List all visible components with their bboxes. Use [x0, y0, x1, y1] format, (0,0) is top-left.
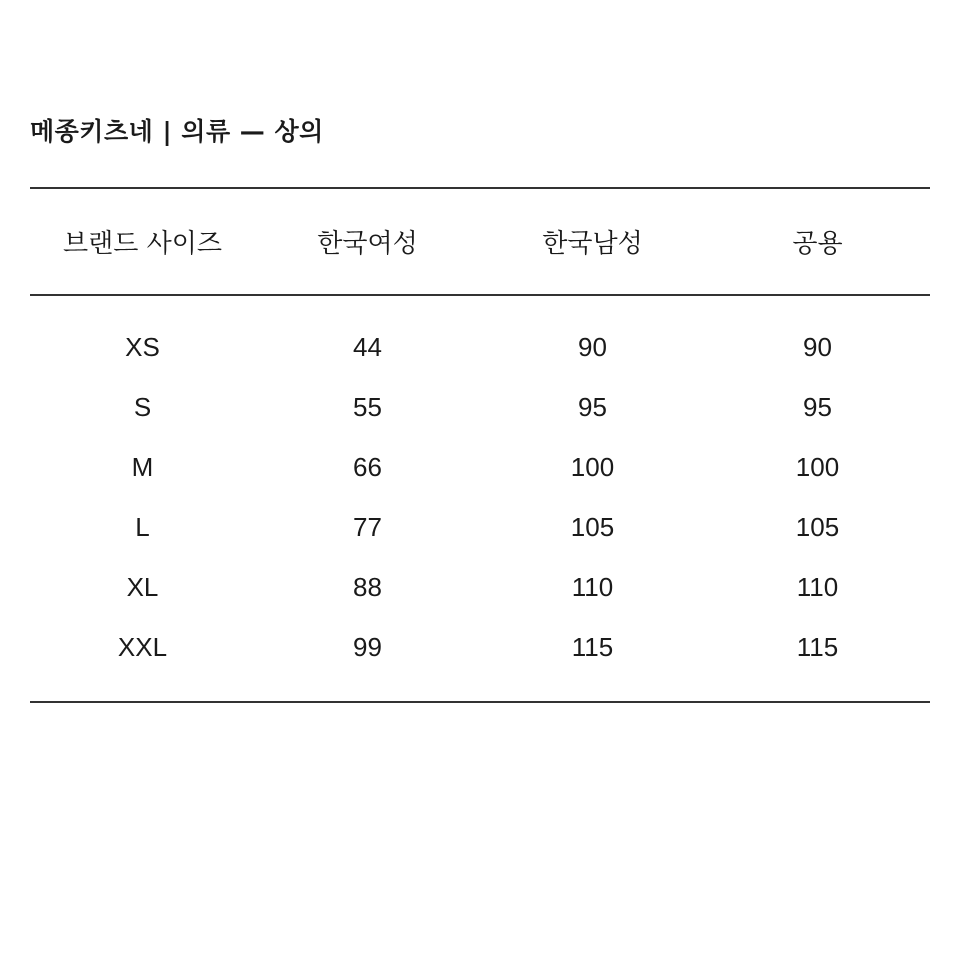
brand-size-cell: L — [135, 512, 150, 542]
table-row — [30, 497, 930, 557]
korean-men-cell: 95 — [578, 392, 607, 422]
table-row — [30, 317, 930, 377]
unisex-cell: 110 — [796, 572, 839, 602]
korean-women-cell: 77 — [353, 512, 382, 542]
brand-size-cell: XXL — [117, 632, 168, 662]
unisex-cell: 100 — [795, 452, 840, 482]
table-row — [30, 437, 930, 497]
korean-men-cell: 105 — [570, 512, 615, 542]
header-row — [30, 189, 930, 294]
header-brand-size: 브랜드 사이즈 — [63, 229, 222, 259]
brand-size-cell: XL — [126, 572, 159, 602]
table-spacer — [30, 294, 930, 317]
korean-women-cell: 88 — [353, 572, 382, 602]
unisex-cell: 90 — [803, 332, 832, 362]
korean-women-cell: 66 — [353, 452, 382, 482]
korean-men-cell: 90 — [578, 332, 607, 362]
table-row — [30, 377, 930, 437]
unisex-cell: 105 — [795, 512, 840, 542]
header-korean-women: 한국여성 — [317, 229, 418, 259]
korean-men-cell: 110 — [571, 572, 614, 602]
bottom-divider — [30, 701, 930, 703]
header-unisex: 공용 — [792, 229, 843, 259]
korean-women-cell: 55 — [353, 392, 382, 422]
korean-women-cell: 99 — [353, 632, 382, 662]
header-korean-men: 한국남성 — [542, 229, 643, 259]
korean-men-cell: 100 — [570, 452, 615, 482]
brand-size-cell: M — [131, 452, 154, 482]
brand-size-cell: XS — [125, 332, 160, 362]
unisex-cell: 95 — [803, 392, 832, 422]
table-row — [30, 557, 930, 617]
unisex-cell: 115 — [796, 632, 839, 662]
korean-women-cell: 44 — [353, 332, 382, 362]
table-row — [30, 617, 930, 677]
page-title: 메종키츠네 | 의류 — 상의 — [30, 117, 324, 146]
korean-men-cell: 115 — [571, 632, 614, 662]
size-chart-table — [30, 189, 930, 677]
brand-size-cell: S — [133, 392, 152, 422]
